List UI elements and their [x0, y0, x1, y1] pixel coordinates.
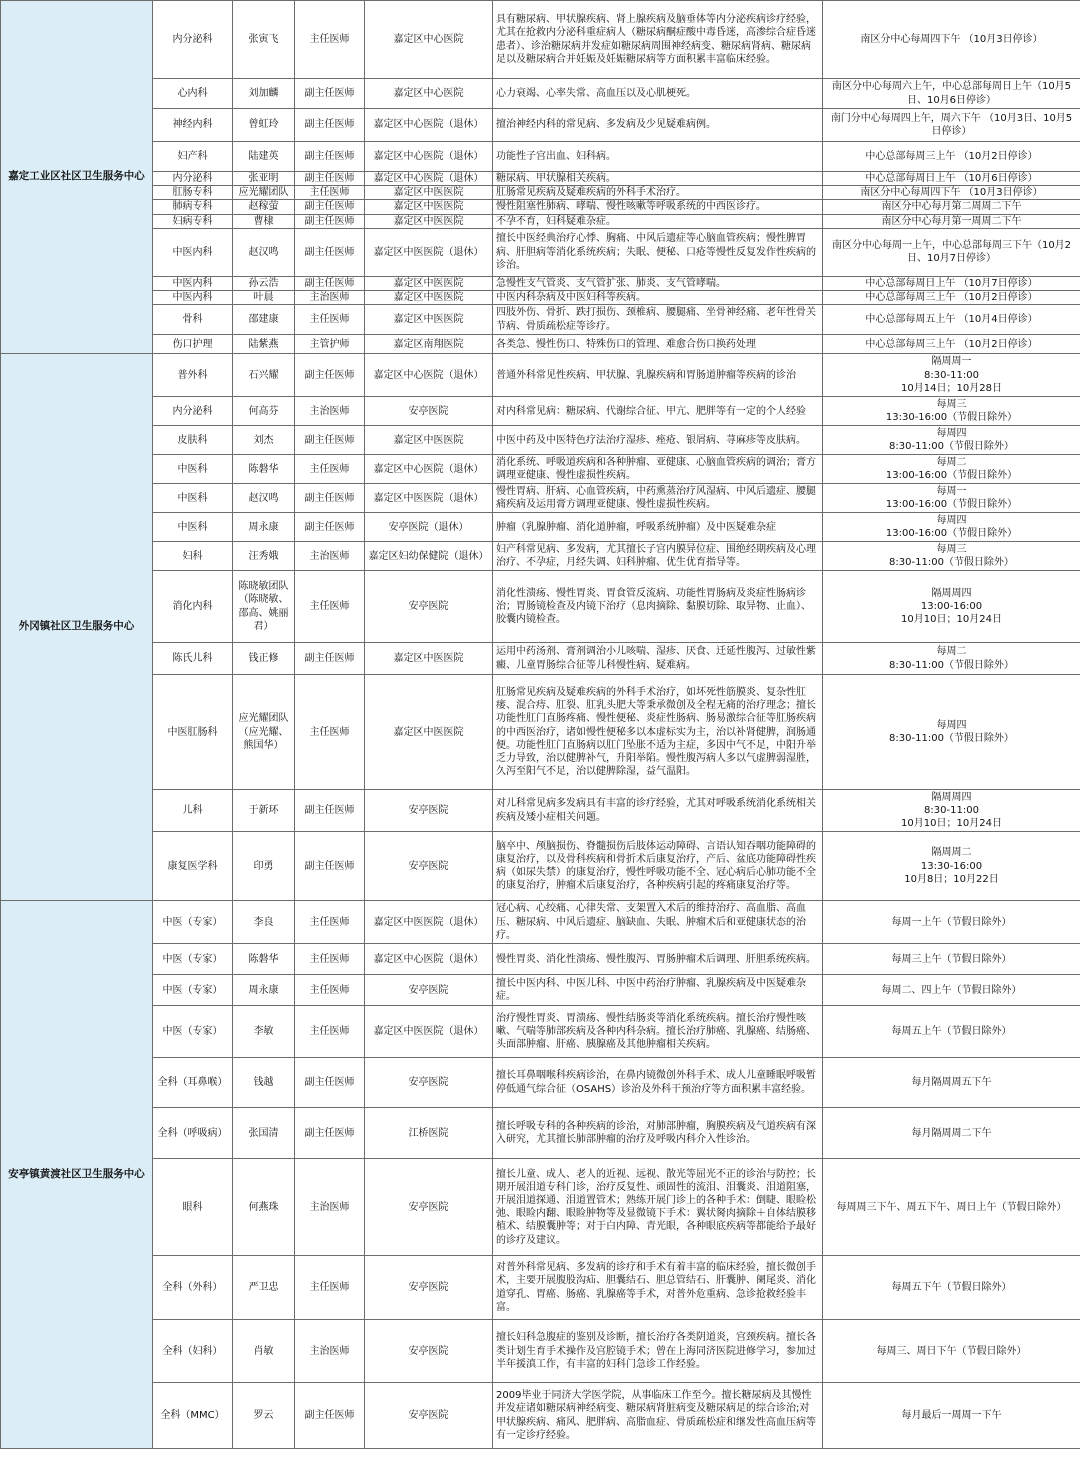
- title-cell: 副主任医师: [295, 1383, 365, 1449]
- title-cell: 副主任医师: [295, 109, 365, 142]
- department-cell: 中医科: [153, 484, 233, 513]
- table-row: [1, 1058, 1080, 1108]
- hospital-cell: 安亭医院: [365, 975, 493, 1006]
- table-row: [1, 79, 1080, 109]
- table-row: [1, 186, 1080, 200]
- table-row: [1, 790, 1080, 832]
- department-cell: 神经内科: [153, 109, 233, 142]
- department-cell: 内分泌科: [153, 397, 233, 426]
- hospital-cell: 嘉定区中医医院: [365, 214, 493, 228]
- description-cell: 急慢性支气管炎、支气管扩张、肺炎、支气管哮喘。: [493, 276, 823, 290]
- hospital-cell: 安亭医院: [365, 1159, 493, 1256]
- department-cell: 中医肛肠科: [153, 675, 233, 790]
- doctor-cell: 陈磐华: [233, 944, 295, 975]
- title-cell: 副主任医师: [295, 513, 365, 542]
- description-cell: 不孕不育，妇科疑难杂症。: [493, 214, 823, 228]
- doctor-cell: 何燕珠: [233, 1159, 295, 1256]
- hospital-cell: 安亭医院: [365, 1058, 493, 1108]
- title-cell: 主任医师: [295, 1006, 365, 1058]
- schedule-time-cell: 中心总部每周三上午 （10月2日停诊）: [823, 142, 1080, 172]
- table-row: [1, 290, 1080, 304]
- schedule-time-cell: 每月隔周周二下午: [823, 1108, 1080, 1159]
- hospital-cell: 嘉定区南翔医院: [365, 335, 493, 354]
- department-cell: 中医（专家）: [153, 975, 233, 1006]
- doctor-cell: 钱越: [233, 1058, 295, 1108]
- table-row: [1, 643, 1080, 675]
- department-cell: 康复医学科: [153, 832, 233, 901]
- doctor-cell: 严卫忠: [233, 1256, 295, 1320]
- description-cell: 肛肠常见疾病及疑难疾病的外科手术治疗，如坏死性筋膜炎、复杂性肛瘘、混合痔、肛裂、肛乳头肥大等秉承微创及全程无痛的治疗理念；擅长功能性肛门直肠疼痛、慢性便秘、炎症性肠病、肠易激综合征等肛肠疾病的中西医治疗，诸如慢性便秘多以本虚标实为主，治以补肾健脾，润肠通便。功能性肛门直肠病以肛门坠胀不适为主症，多因中气不足，中阳升举乏力导致，治以健脾补气，升阳举陷。慢性腹泻病人多以气虚脾弱湿胜，久泻至阳气不足，治以健脾除湿，益气温阳。: [493, 675, 823, 790]
- description-cell: 慢性胃病、肝病、心血管疾病，中药熏蒸治疗风湿病、中风后遗症、腰腿痛疾病及运用膏方调理亚健康、慢性虚损性疾病。: [493, 484, 823, 513]
- schedule-time-cell: 每周一 13:00-16:00（节假日除外）: [823, 484, 1080, 513]
- doctor-cell: 叶晨: [233, 290, 295, 304]
- department-cell: 中医（专家）: [153, 901, 233, 944]
- table-row: [1, 1, 1080, 79]
- table-row: [1, 484, 1080, 513]
- doctor-cell: 陈磐华: [233, 455, 295, 484]
- title-cell: 副主任医师: [295, 228, 365, 276]
- table-row: [1, 1108, 1080, 1159]
- title-cell: 主治医师: [295, 542, 365, 571]
- description-cell: 擅长中医内科、中医儿科、中医中药治疗肿瘤、乳腺疾病及中医疑难杂症。: [493, 975, 823, 1006]
- table-row: [1, 200, 1080, 214]
- description-cell: 各类急、慢性伤口、特殊伤口的管理、难愈合伤口换药处理: [493, 335, 823, 354]
- title-cell: 主任医师: [295, 975, 365, 1006]
- doctor-cell: 肖敏: [233, 1320, 295, 1383]
- hospital-cell: 嘉定区妇幼保健院（退休）: [365, 542, 493, 571]
- title-cell: 主任医师: [295, 675, 365, 790]
- hospital-cell: 嘉定区中医医院（退休）: [365, 228, 493, 276]
- title-cell: 主治医师: [295, 1320, 365, 1383]
- department-cell: 全科（MMC）: [153, 1383, 233, 1449]
- table-row: [1, 1320, 1080, 1383]
- hospital-cell: 嘉定区中医医院: [365, 643, 493, 675]
- schedule-time-cell: 隔周周四 8:30-11:00 10月10日；10月24日: [823, 790, 1080, 832]
- schedule-time-cell: 中心总部每周日上午 （10月7日停诊）: [823, 276, 1080, 290]
- doctor-cell: 李良: [233, 901, 295, 944]
- department-cell: 消化内科: [153, 571, 233, 643]
- description-cell: 中医内科杂病及中医妇科等疾病。: [493, 290, 823, 304]
- schedule-time-cell: 每周三上午（节假日除外）: [823, 944, 1080, 975]
- department-cell: 伤口护理: [153, 335, 233, 354]
- description-cell: 对儿科常见病多发病具有丰富的诊疗经验，尤其对呼吸系统消化系统相关疾病及矮小症相关问题。: [493, 790, 823, 832]
- table-row: [1, 571, 1080, 643]
- schedule-time-cell: 每周二 8:30-11:00（节假日除外）: [823, 643, 1080, 675]
- schedule-time-cell: 中心总部每周五上午 （10月4日停诊）: [823, 305, 1080, 335]
- description-cell: 具有糖尿病、甲状腺疾病、肾上腺疾病及脑垂体等内分泌疾病诊疗经验，尤其在抢救内分泌科重症病人（糖尿病酮症酸中毒昏迷，高渗综合症昏迷患者）、诊治糖尿病并发症如糖尿病周围神经病变、糖尿病肾病、糖尿病足以及糖尿病合并妊娠及妊娠糖尿病等方面积累丰富临床经验。: [493, 1, 823, 79]
- description-cell: 肿瘤（乳腺肿瘤、消化道肿瘤，呼吸系统肿瘤）及中医疑难杂症: [493, 513, 823, 542]
- description-cell: 消化性溃疡、慢性胃炎、胃食管反流病、功能性胃肠病及炎症性肠病诊治；胃肠镜检查及内镜下治疗（息肉摘除、黏膜切除、取异物、止血）、胶囊内镜检查。: [493, 571, 823, 643]
- hospital-cell: 嘉定区中心医院（退休）: [365, 944, 493, 975]
- table-row: [1, 276, 1080, 290]
- hospital-cell: 安亭医院: [365, 571, 493, 643]
- title-cell: 副主任医师: [295, 142, 365, 172]
- center-name-cell: 嘉定工业区社区卫生服务中心: [1, 1, 153, 354]
- description-cell: 慢性阻塞性肺病、哮喘、慢性咳嗽等呼吸系统的中西医诊疗。: [493, 200, 823, 214]
- table-row: [1, 1383, 1080, 1449]
- title-cell: 主任医师: [295, 455, 365, 484]
- doctor-cell: 曾虹玲: [233, 109, 295, 142]
- title-cell: 主治医师: [295, 1159, 365, 1256]
- title-cell: 副主任医师: [295, 484, 365, 513]
- title-cell: 主任医师: [295, 901, 365, 944]
- description-cell: 擅长呼吸专科的各种疾病的诊治，对肺部肿瘤，胸膜疾病及气道疾病有深入研究，尤其擅长肺部肿瘤的治疗及呼吸内科介入性诊治。: [493, 1108, 823, 1159]
- doctor-cell: 应光耀团队（应光耀、熊国华）: [233, 675, 295, 790]
- department-cell: 陈氏儿科: [153, 643, 233, 675]
- schedule-time-cell: 隔周周四 13:00-16:00 10月10日；10月24日: [823, 571, 1080, 643]
- table-row: [1, 944, 1080, 975]
- description-cell: 四肢外伤、骨折、跌打损伤、颈椎病、腰腿痛、坐骨神经痛、老年性骨关节病、骨质疏松症等诊疗。: [493, 305, 823, 335]
- schedule-time-cell: 每月最后一周周一下午: [823, 1383, 1080, 1449]
- description-cell: 妇产科常见病、多发病，尤其擅长子宫内膜异位症、围绝经期疾病及心理治疗、不孕症，月经失调、妇科肿瘤、优生优育指导等。: [493, 542, 823, 571]
- description-cell: 普通外科常见性疾病、甲状腺、乳腺疾病和胃肠道肿瘤等疾病的诊治: [493, 354, 823, 397]
- hospital-cell: 嘉定区中医医院（退休）: [365, 484, 493, 513]
- doctor-cell: 何高芬: [233, 397, 295, 426]
- schedule-time-cell: 每周四 13:00-16:00（节假日除外）: [823, 513, 1080, 542]
- description-cell: 消化系统、呼吸道疾病和各种肿瘤、亚健康、心脑血管疾病的调治；膏方调理亚健康、慢性虚损性疾病。: [493, 455, 823, 484]
- department-cell: 肛肠专科: [153, 186, 233, 200]
- hospital-cell: 嘉定区中医医院: [365, 290, 493, 304]
- hospital-cell: 嘉定区中心医院（退休）: [365, 109, 493, 142]
- description-cell: 2009毕业于同济大学医学院，从事临床工作至今。擅长糖尿病及其慢性并发症诸如糖尿病神经病变、糖尿病肾脏病变及糖尿病足的综合诊治;对甲状腺疾病、痛风、肥胖病、高脂血症、骨质疏松症和继发性高血压病等有一定诊疗经验。: [493, 1383, 823, 1449]
- table-row: [1, 172, 1080, 186]
- doctor-cell: 张寅飞: [233, 1, 295, 79]
- schedule-time-cell: 南区分中心每月第二周周二下午: [823, 200, 1080, 214]
- department-cell: 全科（妇科）: [153, 1320, 233, 1383]
- title-cell: 副主任医师: [295, 200, 365, 214]
- schedule-time-cell: 每月隔周周五下午: [823, 1058, 1080, 1108]
- doctor-cell: 曹棣: [233, 214, 295, 228]
- schedule-time-cell: 南区分中心每周四下午 （10月3日停诊）: [823, 186, 1080, 200]
- schedule-time-cell: 隔周周一 8:30-11:00 10月14日；10月28日: [823, 354, 1080, 397]
- description-cell: 对内科常见病：糖尿病、代谢综合征、甲亢、肥胖等有一定的个人经验: [493, 397, 823, 426]
- schedule-time-cell: 每周三、周日下午（节假日除外）: [823, 1320, 1080, 1383]
- department-cell: 中医内科: [153, 228, 233, 276]
- title-cell: 主治医师: [295, 290, 365, 304]
- department-cell: 中医内科: [153, 276, 233, 290]
- doctor-cell: 刘加麟: [233, 79, 295, 109]
- schedule-time-cell: 每周五下午（节假日除外）: [823, 1256, 1080, 1320]
- schedule-table-body: [1, 1, 1080, 1449]
- doctor-cell: 罗云: [233, 1383, 295, 1449]
- department-cell: 中医（专家）: [153, 1006, 233, 1058]
- hospital-cell: 嘉定区中心医院（退休）: [365, 142, 493, 172]
- description-cell: 治疗慢性胃炎、胃溃疡、慢性结肠炎等消化系统疾病。擅长治疗慢性咳嗽、气喘等肺部疾病及各种内科杂病。擅长治疗肺癌、乳腺癌、结肠癌、头面部肿瘤、肝癌、胰腺癌及其他肿瘤相关疾病。: [493, 1006, 823, 1058]
- table-row: [1, 832, 1080, 901]
- department-cell: 儿科: [153, 790, 233, 832]
- description-cell: 功能性子宫出血、妇科病。: [493, 142, 823, 172]
- department-cell: 骨科: [153, 305, 233, 335]
- title-cell: 主任医师: [295, 186, 365, 200]
- department-cell: 中医（专家）: [153, 944, 233, 975]
- doctor-cell: 刘杰: [233, 426, 295, 455]
- description-cell: 擅长妇科急腹症的鉴别及诊断，擅长治疗各类阴道炎，宫颈疾病。擅长各类计划生育手术操作及宫腔镜手术；曾在上海同济医院进修学习，参加过半年援滇工作，有丰富的妇科门急诊工作经验。: [493, 1320, 823, 1383]
- table-row: [1, 455, 1080, 484]
- hospital-cell: 嘉定区中心医院（退休）: [365, 455, 493, 484]
- schedule-time-cell: 每周一上午（节假日除外）: [823, 901, 1080, 944]
- title-cell: 副主任医师: [295, 426, 365, 455]
- schedule-time-cell: 南门分中心每周四上午，周六下午 （10月3日、10月5日停诊）: [823, 109, 1080, 142]
- schedule-time-cell: 南区分中心每周四下午 （10月3日停诊）: [823, 1, 1080, 79]
- department-cell: 妇产科: [153, 142, 233, 172]
- hospital-cell: 安亭医院: [365, 1256, 493, 1320]
- department-cell: 全科（呼吸病）: [153, 1108, 233, 1159]
- schedule-time-cell: 每周二、四上午（节假日除外）: [823, 975, 1080, 1006]
- title-cell: 主任医师: [295, 305, 365, 335]
- department-cell: 肺病专科: [153, 200, 233, 214]
- schedule-time-cell: 中心总部每周三上午 （10月2日停诊）: [823, 290, 1080, 304]
- doctor-cell: 张国清: [233, 1108, 295, 1159]
- title-cell: 副主任医师: [295, 79, 365, 109]
- hospital-cell: 安亭医院（退休）: [365, 513, 493, 542]
- doctor-cell: 周永康: [233, 513, 295, 542]
- department-cell: 中医科: [153, 455, 233, 484]
- description-cell: 慢性胃炎、消化性溃疡、慢性腹泻、胃肠肿瘤术后调理、肝胆系统疾病。: [493, 944, 823, 975]
- hospital-cell: 嘉定区中医医院（退休）: [365, 901, 493, 944]
- description-cell: 擅治神经内科的常见病、多发病及少见疑难病例。: [493, 109, 823, 142]
- title-cell: 主任医师: [295, 944, 365, 975]
- table-row: [1, 1159, 1080, 1256]
- title-cell: 主治医师: [295, 397, 365, 426]
- hospital-cell: 江桥医院: [365, 1108, 493, 1159]
- doctor-cell: 钱正修: [233, 643, 295, 675]
- title-cell: 副主任医师: [295, 354, 365, 397]
- description-cell: 擅长耳鼻咽喉科疾病诊治，在鼻内镜微创外科手术、成人儿童睡眠呼吸暂停低通气综合征（OSAHS）诊治及外科干预治疗等方面积累丰富经验。: [493, 1058, 823, 1108]
- description-cell: 心力衰竭、心率失常、高血压以及心肌梗死。: [493, 79, 823, 109]
- table-row: [1, 513, 1080, 542]
- hospital-cell: 安亭医院: [365, 790, 493, 832]
- doctor-cell: 孙云浩: [233, 276, 295, 290]
- hospital-cell: 嘉定区中医医院: [365, 426, 493, 455]
- doctor-cell: 印勇: [233, 832, 295, 901]
- hospital-cell: 嘉定区中心医院: [365, 79, 493, 109]
- doctor-cell: 陆建英: [233, 142, 295, 172]
- table-row: [1, 335, 1080, 354]
- table-row: [1, 305, 1080, 335]
- department-cell: 妇病专科: [153, 214, 233, 228]
- department-cell: 内分泌科: [153, 172, 233, 186]
- title-cell: 副主任医师: [295, 276, 365, 290]
- table-row: [1, 1006, 1080, 1058]
- hospital-cell: 安亭医院: [365, 832, 493, 901]
- doctor-cell: 应光耀团队: [233, 186, 295, 200]
- center-name-cell: 安亭镇黄渡社区卫生服务中心: [1, 901, 153, 1449]
- description-cell: 肛肠常见疾病及疑难疾病的外科手术治疗。: [493, 186, 823, 200]
- title-cell: 副主任医师: [295, 832, 365, 901]
- title-cell: 主任医师: [295, 1256, 365, 1320]
- schedule-time-cell: 每周五上午（节假日除外）: [823, 1006, 1080, 1058]
- table-row: [1, 542, 1080, 571]
- hospital-cell: 嘉定区中医医院: [365, 305, 493, 335]
- hospital-cell: 嘉定区中医医院: [365, 276, 493, 290]
- description-cell: 中医中药及中医特色疗法治疗湿疹、痤疮、银屑病、荨麻疹等皮肤病。: [493, 426, 823, 455]
- department-cell: 眼科: [153, 1159, 233, 1256]
- doctor-cell: 石兴耀: [233, 354, 295, 397]
- table-row: [1, 142, 1080, 172]
- description-cell: 擅长中医经典治疗心悸、胸痛、中风后遗症等心脑血管疾病；慢性脾胃病、肝胆病等消化系统疾病；失眠、便秘、口疮等慢性反复发作性疾病的诊治。: [493, 228, 823, 276]
- title-cell: 主任医师: [295, 1, 365, 79]
- title-cell: 副主任医师: [295, 214, 365, 228]
- hospital-cell: 嘉定区中医医院（退休）: [365, 1006, 493, 1058]
- table-row: [1, 354, 1080, 397]
- doctor-cell: 赵汉鸣: [233, 484, 295, 513]
- department-cell: 中医科: [153, 513, 233, 542]
- schedule-time-cell: 隔周周二 13:30-16:00 10月8日；10月22日: [823, 832, 1080, 901]
- department-cell: 内分泌科: [153, 1, 233, 79]
- title-cell: 主任医师: [295, 571, 365, 643]
- table-row: [1, 675, 1080, 790]
- schedule-time-cell: 南区分中心每周六上午，中心总部每周日上午（10月5日、10月6日停诊）: [823, 79, 1080, 109]
- schedule-time-cell: 每周三 13:30-16:00（节假日除外）: [823, 397, 1080, 426]
- schedule-time-cell: 南区分中心每月第一周周二下午: [823, 214, 1080, 228]
- hospital-cell: 安亭医院: [365, 397, 493, 426]
- doctor-cell: 赵稼萤: [233, 200, 295, 214]
- table-row: [1, 1256, 1080, 1320]
- description-cell: 运用中药汤剂、膏剂调治小儿咳喘、湿疹、厌食、迁延性腹泻、过敏性紫癜、儿童胃肠综合征等儿科慢性病、疑难病。: [493, 643, 823, 675]
- department-cell: 全科（耳鼻喉）: [153, 1058, 233, 1108]
- title-cell: 副主任医师: [295, 172, 365, 186]
- hospital-cell: 嘉定区中医医院: [365, 186, 493, 200]
- title-cell: 副主任医师: [295, 1058, 365, 1108]
- hospital-cell: 安亭医院: [365, 1383, 493, 1449]
- table-row: [1, 901, 1080, 944]
- department-cell: 妇科: [153, 542, 233, 571]
- table-row: [1, 426, 1080, 455]
- department-cell: 皮肤科: [153, 426, 233, 455]
- description-cell: 擅长儿童、成人、老人的近视、远视、散光等屈光不正的诊治与防控；长期开展泪道专科门诊，治疗反复性、顽固性的流泪、泪囊炎、泪道阻塞，开展泪道探通、泪道置管术；熟练开展门诊上的各种手术：倒睫、眼睑松弛、眼睑内翻、眼睑肿物等及显微镜下手术：翼状胬肉摘除＋自体结膜移植术、结膜囊肿等；对于白内障、青光眼，各种眼底疾病等都能给予最好的诊疗及建议。: [493, 1159, 823, 1256]
- table-row: [1, 228, 1080, 276]
- doctor-cell: 周永康: [233, 975, 295, 1006]
- department-cell: 全科（外科）: [153, 1256, 233, 1320]
- department-cell: 普外科: [153, 354, 233, 397]
- doctor-cell: 陆紫燕: [233, 335, 295, 354]
- doctor-cell: 于新环: [233, 790, 295, 832]
- hospital-cell: 安亭医院: [365, 1320, 493, 1383]
- doctor-cell: 陈晓敏团队（陈晓敏、邵高、姚丽君）: [233, 571, 295, 643]
- doctor-cell: 汪秀娥: [233, 542, 295, 571]
- schedule-time-cell: 每周周三下午、周五下午、周日上午（节假日除外）: [823, 1159, 1080, 1256]
- doctor-cell: 邵建康: [233, 305, 295, 335]
- table-row: [1, 397, 1080, 426]
- table-row: [1, 109, 1080, 142]
- description-cell: 冠心病、心绞痛、心律失常、支架置入术后的维持治疗、高血脂、高血压、糖尿病、中风后遗症、脑缺血、失眠、肿瘤术后和亚健康状态的治疗。: [493, 901, 823, 944]
- schedule-time-cell: 南区分中心每周一上午，中心总部每周三下午（10月2日、10月7日停诊）: [823, 228, 1080, 276]
- table-row: [1, 214, 1080, 228]
- title-cell: 主管护师: [295, 335, 365, 354]
- schedule-time-cell: 每周四 8:30-11:00（节假日除外）: [823, 675, 1080, 790]
- department-cell: 心内科: [153, 79, 233, 109]
- schedule-time-cell: 每周二 13:00-16:00（节假日除外）: [823, 455, 1080, 484]
- schedule-time-cell: 每周四 8:30-11:00（节假日除外）: [823, 426, 1080, 455]
- title-cell: 副主任医师: [295, 790, 365, 832]
- description-cell: 糖尿病、甲状腺相关疾病。: [493, 172, 823, 186]
- hospital-cell: 嘉定区中心医院（退休）: [365, 172, 493, 186]
- hospital-cell: 嘉定区中心医院: [365, 1, 493, 79]
- title-cell: 副主任医师: [295, 643, 365, 675]
- description-cell: 脑卒中、颅脑损伤、脊髓损伤后肢体运动障碍、言语认知吞咽功能障碍的康复治疗，以及骨科疾病和骨折术后康复治疗，产后、盆底功能障碍性疾病（如尿失禁）的康复治疗，慢性呼吸功能不全、冠心病后心肺功能不全的康复治疗，肿瘤术后康复治疗，各种疾病引起的疼痛康复治疗等。: [493, 832, 823, 901]
- schedule-time-cell: 每周三 8:30-11:00（节假日除外）: [823, 542, 1080, 571]
- description-cell: 对普外科常见病、多发病的诊疗和手术有着丰富的临床经验，擅长微创手术，主要开展腹股沟疝、胆囊结石、胆总管结石、肝囊肿、阑尾炎、消化道穿孔、胃癌、肠癌、乳腺癌等手术，对普外危重病、急诊抢救经验丰富。: [493, 1256, 823, 1320]
- hospital-cell: 嘉定区中医医院: [365, 200, 493, 214]
- hospital-cell: 嘉定区中心医院（退休）: [365, 354, 493, 397]
- doctor-cell: 李敏: [233, 1006, 295, 1058]
- center-name-cell: 外冈镇社区卫生服务中心: [1, 354, 153, 901]
- schedule-time-cell: 中心总部每周三上午 （10月2日停诊）: [823, 335, 1080, 354]
- schedule-time-cell: 中心总部每周日上午 （10月6日停诊）: [823, 172, 1080, 186]
- doctor-cell: 张亚明: [233, 172, 295, 186]
- hospital-cell: 嘉定区中医医院: [365, 675, 493, 790]
- title-cell: 副主任医师: [295, 1108, 365, 1159]
- department-cell: 中医内科: [153, 290, 233, 304]
- doctor-cell: 赵汉鸣: [233, 228, 295, 276]
- table-row: [1, 975, 1080, 1006]
